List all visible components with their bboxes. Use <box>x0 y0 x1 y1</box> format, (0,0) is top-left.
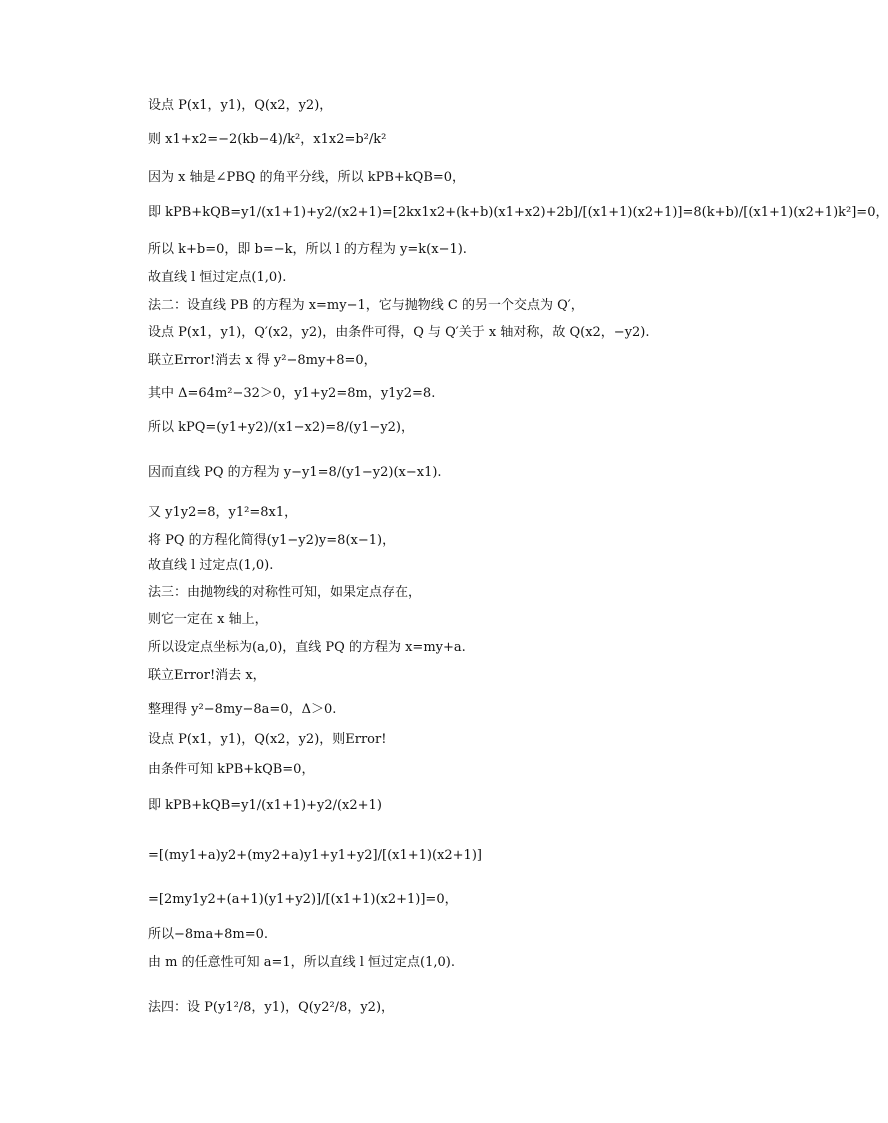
text-line-25: =[2my1y2+(a+1)(y1+y2)]/[(x1+1)(x2+1)]=0， <box>148 892 458 907</box>
text-line-11: 所以 kPQ=(y1+y2)/(x1−x2)=8/(y1−y2)， <box>148 420 415 435</box>
text-line-14: 将 PQ 的方程化简得(y1−y2)y=8(x−1)， <box>148 533 396 548</box>
text-line-4: 即 kPB+kQB=y1/(x1+1)+y2/(x2+1)=[2kx1x2+(k+b)(x1+x2)+2b]/[(x1+1)(x2+1)]=8(k+b)/[(x1+1)(x2+1)k²]=0， <box>148 205 888 220</box>
text-line-15: 故直线 l 过定点(1,0). <box>148 558 274 573</box>
text-line-9: 联立Error!消去 x 得 y²−8my+8=0， <box>148 353 377 368</box>
text-line-16: 法三：由抛物线的对称性可知，如果定点存在， <box>148 585 422 600</box>
text-line-12: 因而直线 PQ 的方程为 y−y1=8/(y1−y2)(x−x1). <box>148 465 442 480</box>
text-line-7: 法二：设直线 PB 的方程为 x=my−1，它与抛物线 C 的另一个交点为 Q′， <box>148 298 584 313</box>
text-line-21: 设点 P(x1，y1)，Q(x2，y2)，则Error! <box>148 732 387 747</box>
text-line-13: 又 y1y2=8，y1²=8x1， <box>148 505 298 520</box>
text-line-18: 所以设定点坐标为(a,0)，直线 PQ 的方程为 x=my+a. <box>148 640 466 655</box>
text-line-6: 故直线 l 恒过定点(1,0). <box>148 270 287 285</box>
text-line-1: 设点 P(x1，y1)，Q(x2，y2)， <box>148 98 333 113</box>
text-line-24: =[(my1+a)y2+(my2+a)y1+y1+y2]/[(x1+1)(x2+1)] <box>148 848 482 863</box>
text-line-8: 设点 P(x1，y1)，Q′(x2，y2)，由条件可得，Q 与 Q′关于 x 轴对称，故 Q(x2，−y2). <box>148 325 650 340</box>
text-line-23: 即 kPB+kQB=y1/(x1+1)+y2/(x2+1) <box>148 798 382 813</box>
text-line-26: 所以−8ma+8m=0. <box>148 927 269 942</box>
text-line-27: 由 m 的任意性可知 a=1，所以直线 l 恒过定点(1,0). <box>148 955 456 970</box>
text-line-22: 由条件可知 kPB+kQB=0， <box>148 762 315 777</box>
text-line-3: 因为 x 轴是∠PBQ 的角平分线，所以 kPB+kQB=0， <box>148 170 466 185</box>
text-line-19: 联立Error!消去 x， <box>148 668 266 683</box>
text-line-10: 其中 Δ=64m²−32＞0，y1+y2=8m，y1y2=8. <box>148 386 436 401</box>
text-line-28: 法四：设 P(y1²/8，y1)，Q(y2²/8，y2)， <box>148 1000 395 1015</box>
text-line-20: 整理得 y²−8my−8a=0，Δ＞0. <box>148 702 337 717</box>
text-line-5: 所以 k+b=0，即 b=−k，所以 l 的方程为 y=k(x−1). <box>148 242 467 257</box>
text-line-17: 则它一定在 x 轴上， <box>148 612 268 627</box>
text-line-2: 则 x1+x2=−2(kb−4)/k²，x1x2=b²/k² <box>148 132 387 147</box>
